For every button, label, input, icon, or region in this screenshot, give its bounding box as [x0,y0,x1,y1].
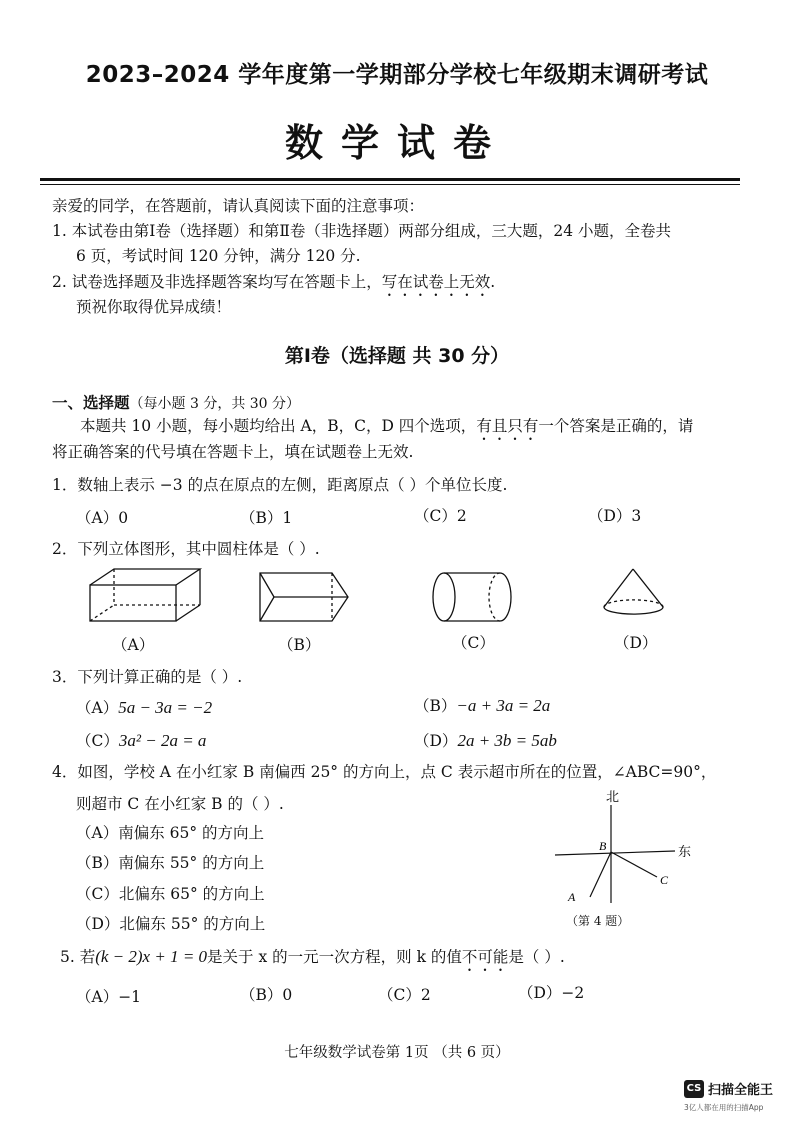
section-1-label: 一、选择题 [52,393,130,412]
notice-item-2-prefix: 2. 试卷选择题及非选择题答案均写在答题卡上， [52,273,382,291]
exam-title: 2023–2024 学年度第一学期部分学校七年级期末调研考试 [85,62,709,88]
q2-figures [60,565,740,640]
q4-option-b: （B）南偏东 55° 的方向上 [76,854,265,872]
instr-part-a: 本题共 10 小题，每小题均给出 A，B，C，D 四个选项， [80,417,477,435]
q3-option-c [76,729,206,751]
rectangular-prism-figure [90,569,200,621]
q2-stem: 2．下列立体图形，其中圆柱体是（ ）. [52,540,320,558]
notice-greeting: 亲爱的同学，在答题前，请认真阅读下面的注意事项： [52,197,425,215]
camscanner-logo-icon: CS [684,1080,704,1098]
north-label: 北 [606,790,620,805]
notice-item-2-emphasis: 写在试卷上无效 [381,273,491,291]
q5-option-d: （D）−2 [518,984,585,1002]
q3-option-d-label: （D） [414,732,458,750]
part-1-heading: 第Ⅰ卷（选择题 共 30 分） [284,345,510,367]
q1-option-b: （B）1 [240,509,293,527]
q3-option-b-math: −a + 3a = 2a [456,696,551,715]
section-1-instructions-cont: 将正确答案的代号填在答题卡上，填在试题卷上无效. [52,443,414,461]
point-c-label: C [660,873,669,887]
q3-option-b-label: （B） [414,697,457,715]
header-rule-thin [40,184,740,185]
instr-part-b: 一个答案是正确的，请 [538,417,694,435]
q3-option-a-label: （A） [76,699,119,717]
q5-option-b: （B）0 [240,986,293,1004]
instr-emphasis: 有且只有 [476,417,539,435]
q4-stem-cont: 则超市 C 在小红家 B 的（ ）. [76,795,284,813]
camscanner-tagline: 3亿人都在用的扫描App [684,1103,764,1112]
camscanner-name: 扫描全能王 [708,1083,774,1098]
q3-option-c-label: （C） [76,732,119,750]
q2-label-a: （A） [112,636,155,654]
q3-stem: 3．下列计算正确的是（ ）. [52,668,243,686]
section-1-note: （每小题 3 分，共 30 分） [129,396,301,412]
q2-label-d: （D） [614,634,658,652]
q5-stem-a: 5. 若 [60,948,96,966]
q5-equation: (k − 2)x + 1 = 0 [95,947,208,966]
q3-option-c-math: 3a² − 2a = a [118,731,207,750]
q3-option-a [76,696,212,718]
east-label: 东 [678,845,692,860]
q4-direction-figure [545,785,705,910]
q4-option-d: （D）北偏东 55° 的方向上 [76,915,266,933]
point-b-label: B [599,839,607,853]
q5-stem [60,945,565,975]
point-a-label: A [568,890,576,904]
section-1-heading [52,391,300,413]
q4-figure-caption: （第 4 题） [566,914,630,928]
q1-option-d: （D）3 [588,507,642,525]
ray-ba [590,852,611,897]
q3-option-d [414,729,557,751]
notice-item-2-suffix: . [490,273,496,291]
q3-option-b [414,694,550,716]
q4-option-a: （A）南偏东 65° 的方向上 [76,824,265,842]
notice-item-1: 1. 本试卷由第Ⅰ卷（选择题）和第Ⅱ卷（非选择题）两部分组成，三大题，24 小题，全卷共 [52,222,672,240]
cylinder-figure [433,573,511,621]
q4-option-c: （C）北偏东 65° 的方向上 [76,885,265,903]
q2-label-c: （C） [452,634,495,652]
page-footer: 七年级数学试卷第 1页 （共 6 页） [284,1045,510,1061]
triangular-prism-figure [260,573,348,621]
q1-option-a: （A）0 [76,509,129,527]
q5-emphasis: 不可能 [461,948,509,966]
q3-option-a-math: 5a − 3a = −2 [118,698,213,717]
q5-option-a: （A）−1 [76,988,142,1006]
q5-stem-b: 是关于 x 的一元一次方程，则 k 的值 [207,948,462,966]
subject-title: 数学试卷 [284,121,509,165]
ray-bc [611,852,657,877]
q1-stem: 1．数轴上表示 −3 的点在原点的左侧，距离原点（ ）个单位长度. [52,476,508,494]
q2-label-b: （B） [278,636,321,654]
notice-item-1-cont: 6 页，考试时间 120 分钟，满分 120 分. [76,247,361,265]
q5-stem-c: 是（ ）. [508,948,565,966]
notice-wish: 预祝你取得优异成绩！ [76,298,232,316]
q1-option-c: （C）2 [414,507,467,525]
cone-figure [604,569,663,614]
q5-option-c: （C）2 [378,986,431,1004]
q4-stem: 4．如图，学校 A 在小红家 B 南偏西 25° 的方向上，点 C 表示超市所在的位置，∠ABC=90°， [52,763,717,781]
q3-option-d-math: 2a + 3b = 5ab [457,731,557,750]
header-rule-thick [40,178,740,181]
